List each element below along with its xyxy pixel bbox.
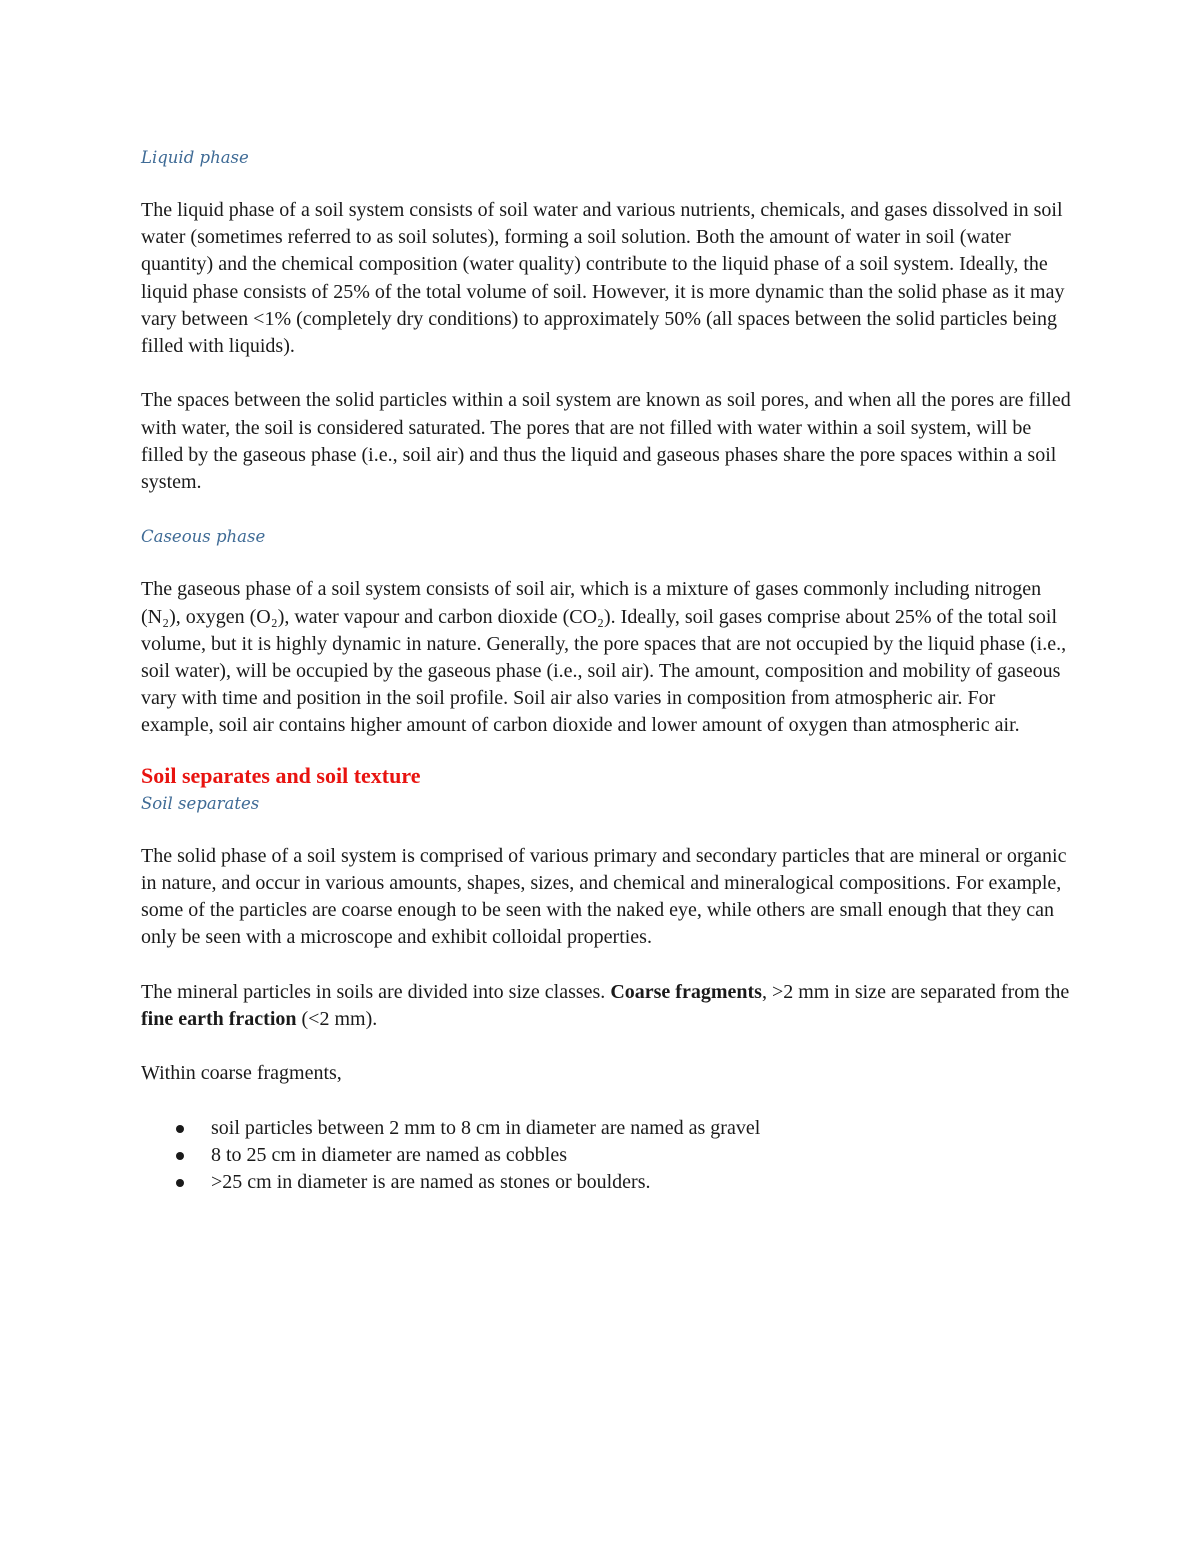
- paragraph-soil-separates-2: [141, 979, 1071, 1033]
- list-item: [141, 1169, 1071, 1196]
- paragraph-liquid-phase-1: The liquid phase of a soil system consists of soil water and various nutrients, chemicals, and gases dissolved in soil water (sometimes referred to as soil solutes), forming a soil solution. Both the amount of water in soil (water quantity) and the chemical composition (water quality) contribute to the liquid phase of a soil system. Ideally, the liquid phase consists of 25% of the total volume of soil. However, it is more dynamic than the solid phase as it may vary between <1% (completely dry conditions) to approximately 50% (all spaces between the solid particles being filled with liquids).: [141, 199, 1065, 358]
- paragraph-text: , >2 mm in size are separated from the: [761, 980, 1070, 1003]
- list-item-text: >25 cm in diameter is are named as stones or boulders.: [211, 1171, 651, 1194]
- paragraph-text: The mineral particles in soils are divided into size classes.: [141, 980, 611, 1003]
- list-item-text: soil particles between 2 mm to 8 cm in diameter are named as gravel: [211, 1116, 761, 1139]
- term-fine-earth-fraction: fine earth fraction: [141, 1007, 297, 1030]
- term-coarse-fragments: Coarse fragments: [610, 980, 762, 1003]
- paragraph-liquid-phase-2: The spaces between the solid particles within a soil system are known as soil pores, and when all the pores are filled with water, the soil is considered saturated. The pores that are not filled with water within a soil system, will be filled by the gaseous phase (i.e., soil air) and thus the liquid and gaseous phases share the pore spaces within a soil system.: [141, 389, 1071, 494]
- subheading-gaseous-phase: Caseous phase: [141, 527, 266, 547]
- subheading-liquid-phase: Liquid phase: [141, 148, 249, 167]
- paragraph-soil-separates-1: The solid phase of a soil system is comprised of various primary and secondary particles that are mineral or organic in nature, and occur in various amounts, shapes, sizes, and chemical and mineralogical compositions. For example, some of the particles are coarse enough to be seen with the naked eye, while others are small enough that they can only be seen with a microscope and exhibit colloidal properties.: [141, 844, 1067, 949]
- paragraph-text: (<2 mm).: [296, 1007, 378, 1030]
- list-item: [141, 1115, 1071, 1142]
- heading-soil-separates-and-texture: Soil separates and soil texture: [141, 762, 421, 788]
- paragraph-coarse-fragments-intro: Within coarse fragments,: [141, 1062, 342, 1085]
- list-item: [141, 1142, 1071, 1169]
- bullet-icon: [176, 1179, 184, 1187]
- document-body: [141, 144, 1071, 1196]
- bullet-list-coarse-fragments: [141, 1115, 1071, 1197]
- bullet-icon: [176, 1152, 184, 1160]
- bullet-icon: [176, 1125, 184, 1133]
- list-item-text: 8 to 25 cm in diameter are named as cobbles: [211, 1143, 567, 1166]
- subheading-soil-separates: Soil separates: [141, 793, 260, 813]
- paragraph-gaseous-phase-1: The gaseous phase of a soil system consists of soil air, which is a mixture of gases commonly including nitrogen (N₂), oxygen (O₂), water vapour and carbon dioxide (CO₂). Ideally, soil gases comprise about 25% of the total soil volume, but it is highly dynamic in nature. Generally, the pore spaces that are not occupied by the liquid phase (i.e., soil water), will be occupied by the gaseous phase (i.e., soil air). The amount, composition and mobility of gaseous vary with time and position in the soil profile. Soil air also varies in composition from atmospheric air. For example, soil air contains higher amount of carbon dioxide and lower amount of oxygen than atmospheric air.: [141, 578, 1067, 737]
